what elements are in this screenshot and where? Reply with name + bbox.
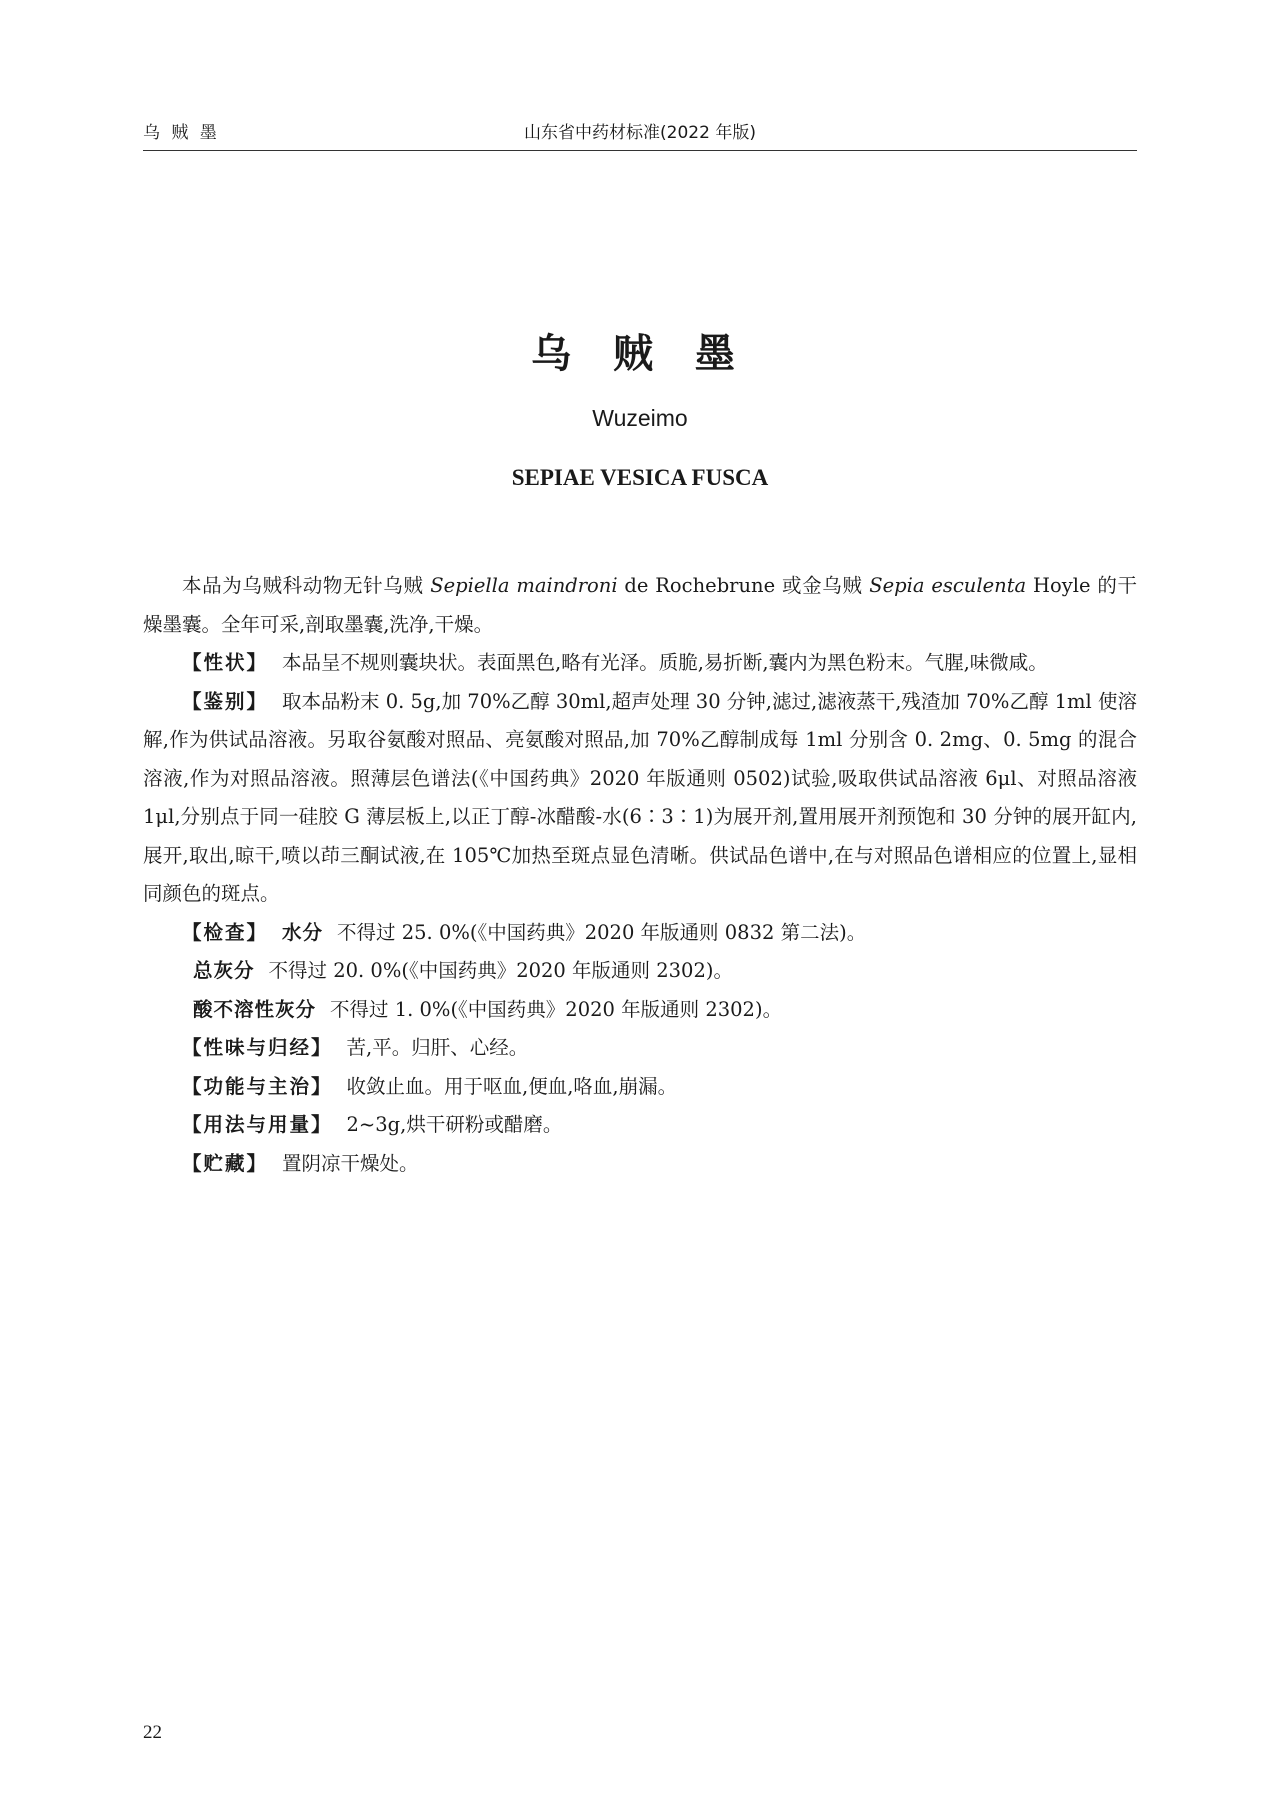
header-rule	[143, 150, 1137, 151]
inspection-water-text: 不得过 25. 0%(《中国药典》2020 年版通则 0832 第二法)。	[337, 920, 867, 944]
intro-text-2: de Rochebrune 或金乌贼	[617, 574, 870, 597]
inspection-ash-label: 总灰分	[193, 959, 255, 982]
inspection-total-ash	[143, 952, 1137, 991]
section-text-nature-meridian: 苦,平。归肝、心经。	[346, 1036, 529, 1059]
section-label-function-indication: 【功能与主治】	[182, 1074, 333, 1098]
running-header	[143, 118, 1137, 152]
section-label-identification: 【鉴别】	[182, 689, 269, 713]
inspection-water-label: 水分	[282, 920, 324, 944]
section-label-storage: 【贮藏】	[182, 1151, 269, 1175]
monograph-body	[143, 567, 1137, 1183]
section-label-description: 【性状】	[182, 651, 269, 674]
section-text-usage-dosage: 2~3g,烘干研粉或醋磨。	[346, 1113, 563, 1136]
header-entry-name: 乌 贼 墨	[143, 123, 220, 143]
section-label-usage-dosage: 【用法与用量】	[182, 1113, 333, 1136]
inspection-acid-ash	[143, 991, 1137, 1030]
section-nature-meridian	[143, 1029, 1137, 1068]
section-function-indication	[143, 1068, 1137, 1107]
section-description	[143, 644, 1137, 683]
entry-latin-name: SEPIAE VESICA FUSCA	[511, 465, 769, 490]
header-book-title: 山东省中药材标准(2022 年版)	[524, 123, 756, 143]
section-text-storage: 置阴凉干燥处。	[282, 1151, 419, 1175]
entry-pinyin: Wuzeimo	[592, 405, 688, 431]
inspection-acid-text: 不得过 1. 0%(《中国药典》2020 年版通则 2302)。	[330, 997, 783, 1021]
section-label-inspection: 【检查】	[182, 920, 269, 944]
inspection-ash-text: 不得过 20. 0%(《中国药典》2020 年版通则 2302)。	[268, 959, 733, 982]
intro-text-1: 本品为乌贼科动物无针乌贼	[182, 574, 431, 597]
species-name-2: Sepia esculenta	[869, 574, 1027, 597]
section-usage-dosage	[143, 1106, 1137, 1145]
section-label-nature-meridian: 【性味与归经】	[182, 1036, 333, 1059]
intro-text-3: Hoyle 的干燥墨囊。全年可采,剖取墨囊,洗净,干燥。	[143, 574, 1137, 636]
section-text-function-indication: 收敛止血。用于呕血,便血,咯血,崩漏。	[346, 1074, 678, 1098]
section-identification	[143, 683, 1137, 914]
species-name-1: Sepiella maindroni	[430, 574, 618, 597]
entry-title: 乌 贼 墨	[531, 331, 749, 377]
page-number: 22	[143, 1722, 162, 1743]
section-text-identification: 取本品粉末 0. 5g,加 70%乙醇 30ml,超声处理 30 分钟,滤过,滤液蒸干,残渣加 70%乙醇 1ml 使溶解,作为供试品溶液。另取谷氨酸对照品、亮氨酸对照品,加 70%乙醇制成每 1ml 分别含 0. 2mg、0. 5mg 的混合溶液,作为对照品溶液。照薄层色谱法(《中国药典》2020 年版通则 0502)试验,吸取供试品溶液 6μl、对照品溶液 1μl,分别点于同一硅胶 G 薄层板上,以正丁醇-冰醋酸-水(6∶3∶1)为展开剂,置用展开剂预饱和 30 分钟的展开缸内,展开,取出,晾干,喷以茚三酮试液,在 105℃加热至斑点显色清晰。供试品色谱中,在与对照品色谱相应的位置上,显相同颜色的斑点。	[143, 689, 1137, 905]
section-text-description: 本品呈不规则囊块状。表面黑色,略有光泽。质脆,易折断,囊内为黑色粉末。气腥,味微咸。	[282, 651, 1048, 674]
intro-paragraph	[143, 567, 1137, 644]
section-inspection	[143, 914, 1137, 953]
section-storage	[143, 1145, 1137, 1184]
inspection-acid-label: 酸不溶性灰分	[193, 997, 317, 1021]
